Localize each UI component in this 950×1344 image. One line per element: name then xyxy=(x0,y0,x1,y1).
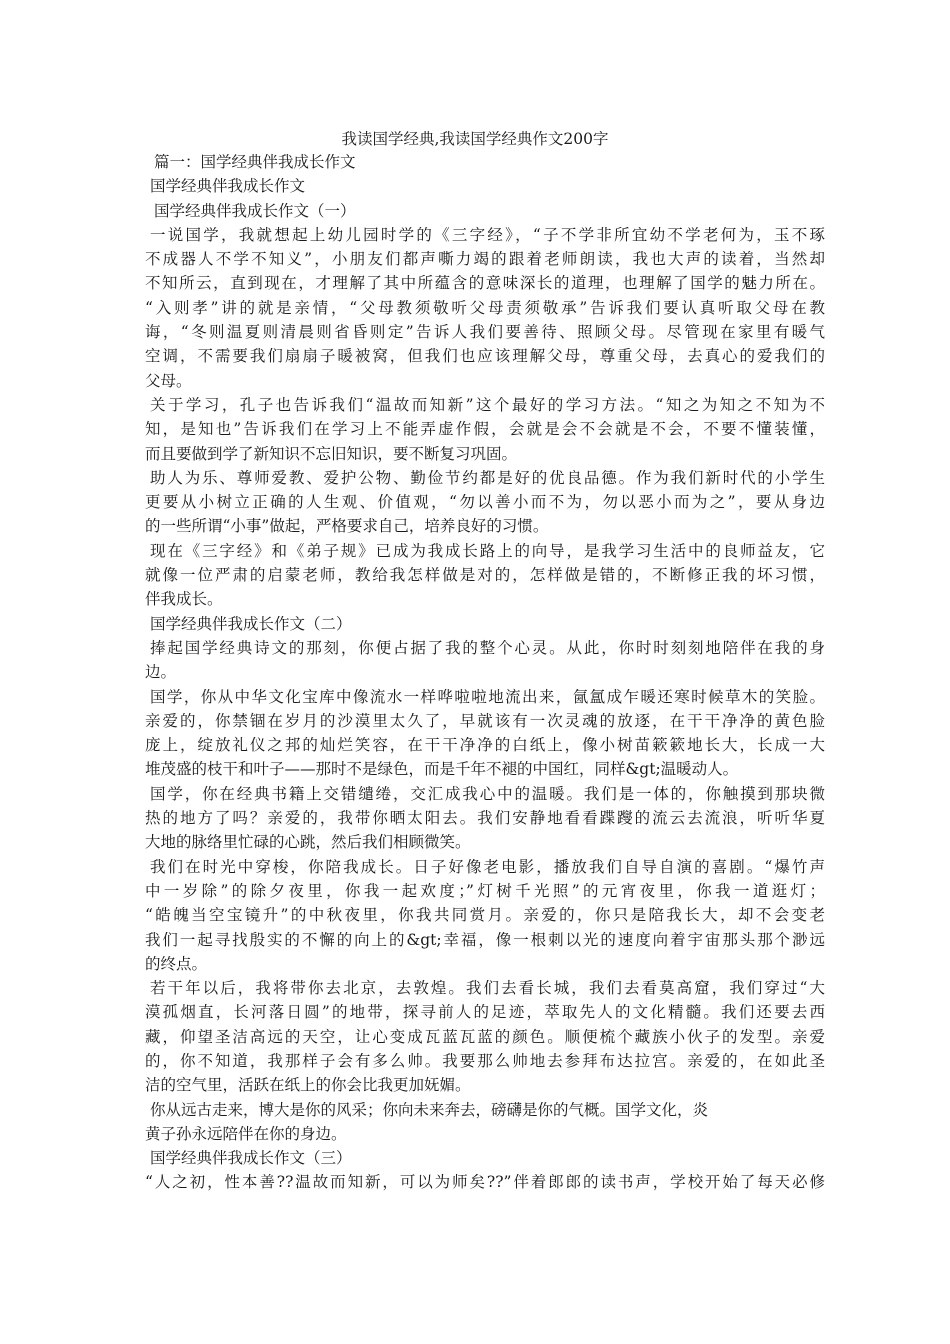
text-line: 更要从小树立正确的人生观、价值观，“勿以善小而不为，勿以恶小而为之”，要从身边 xyxy=(145,493,825,512)
text-line: 现在《三字经》和《弟子规》已成为我成长路上的向导，是我学习生活中的良师益友，它 xyxy=(150,541,825,560)
text-line: 漠孤烟直，长河落日圆”的地带，探寻前人的足迹，萃取先人的文化精髓。我们还要去西 xyxy=(145,1003,825,1022)
text-line: 亲爱的，你禁锢在岁月的沙漠里太久了，早就该有一次灵魂的放逐，在干干净净的黄色脸 xyxy=(145,711,825,730)
text-line: 而且要做到学了新知识不忘旧知识，要不断复习巩固。 xyxy=(145,444,518,463)
text-line: 知，是知也”告诉我们在学习上不能弄虚作假，会就是会不会就是不会，不要不懂装懂， xyxy=(145,420,825,439)
text-line: 庞上，绽放礼仪之邦的灿烂笑容，在干干净净的白纸上，像小树苗簌簌地长大，长成一大 xyxy=(145,736,825,755)
text-line: 的终点。 xyxy=(145,954,208,973)
text-line: 堆茂盛的枝干和叶子——那时不是绿色，而是千年不褪的中国红，同样&gt;温暖动人。 xyxy=(145,760,739,779)
text-line: 国学经典伴我成长作文 xyxy=(150,177,306,196)
text-line: 藏，仰望圣洁高远的天空，让心变成瓦蓝瓦蓝的颜色。顺便梳个藏族小伙子的发型。亲爱 xyxy=(145,1027,825,1046)
text-line: 空调，不需要我们扇扇子暖被窝，但我们也应该理解父母，尊重父母，去真心的爱我们的 xyxy=(145,347,825,366)
text-line: 父母。 xyxy=(145,371,192,390)
text-line: “入则孝”讲的就是亲情，“父母教须敬听父母责须敬承”告诉我们要认真听取父母在教 xyxy=(145,298,825,317)
document-body xyxy=(145,150,825,1195)
text-line: 热的地方了吗？亲爱的，我带你晒太阳去。我们安静地看看蹀躞的流云去流浪，听听华夏 xyxy=(145,809,825,828)
text-line: 你从远古走来，博大是你的风采；你向未来奔去，磅礴是你的气概。国学文化，炎 xyxy=(150,1100,709,1119)
text-line: 国学经典伴我成长作文（三） xyxy=(150,1149,352,1168)
text-line: 的一些所谓“小事”做起，严格要求自己，培养良好的习惯。 xyxy=(145,517,549,536)
text-line: “皓魄当空宝镜升”的中秋夜里，你我共同赏月。亲爱的，你只是陪我长大，却不会变老 xyxy=(145,906,825,925)
text-line: 我们一起寻找殷实的不懈的向上的&gt;幸福，像一根刺以光的速度向着宇宙那头那个渺远 xyxy=(145,930,825,949)
document-title: 我读国学经典,我读国学经典作文200字 xyxy=(341,130,609,148)
text-line: 不成器人不学不知义”，小朋友们都声嘶力竭的跟着老师朗读，我也大声的读着，当然却 xyxy=(145,250,825,269)
text-line: 关于学习，孔子也告诉我们“温故而知新”这个最好的学习方法。“知之为知之不知为不 xyxy=(150,395,825,414)
text-line: 国学经典伴我成长作文（一） xyxy=(154,201,356,220)
text-line: 不知所云，直到现在，才理解了其中所蕴含的意味深长的道理，也理解了国学的魅力所在。 xyxy=(145,274,825,293)
text-line: 国学，你从中华文化宝库中像流水一样哗啦啦地流出来，氤氲成乍暖还寒时候草木的笑脸。 xyxy=(150,687,825,706)
text-line: 伴我成长。 xyxy=(145,590,223,609)
text-line: 助人为乐、尊师爱教、爱护公物、勤俭节约都是好的优良品德。作为我们新时代的小学生 xyxy=(150,468,825,487)
text-line: 大地的脉络里忙碌的心跳，然后我们相顾微笑。 xyxy=(145,833,471,852)
text-line: 黄子孙永远陪伴在你的身边。 xyxy=(145,1124,347,1143)
text-line: “人之初，性本善??温故而知新，可以为师矣??”伴着郎郎的读书声，学校开始了每天必修 xyxy=(145,1173,825,1192)
text-line: 捧起国学经典诗文的那刻，你便占据了我的整个心灵。从此，你时时刻刻地陪伴在我的身 xyxy=(150,638,825,657)
text-line: 中一岁除”的除夕夜里，你我一起欢度；”灯树千光照”的元宵夜里，你我一道逛灯； xyxy=(145,881,825,900)
text-line: 洁的空气里，活跃在纸上的你会比我更加妩媚。 xyxy=(145,1076,471,1095)
text-line: 我们在时光中穿梭，你陪我成长。日子好像老电影，播放我们自导自演的喜剧。“爆竹声 xyxy=(150,857,825,876)
text-line: 一说国学，我就想起上幼儿园时学的《三字经》，“子不学非所宜幼不学老何为，玉不琢 xyxy=(150,225,825,244)
text-line: 若干年以后，我将带你去北京，去敦煌。我们去看长城，我们去看莫高窟，我们穿过“大 xyxy=(150,979,825,998)
text-line: 篇一：国学经典伴我成长作文 xyxy=(154,153,356,171)
text-line: 的，你不知道，我那样子会有多么帅。我要那么帅地去参拜布达拉宫。亲爱的，在如此圣 xyxy=(145,1051,825,1070)
text-line: 国学，你在经典书籍上交错缱绻，交汇成我心中的温暖。我们是一体的，你触摸到那块微 xyxy=(150,784,825,803)
text-line: 就像一位严肃的启蒙老师，教给我怎样做是对的，怎样做是错的，不断修正我的坏习惯， xyxy=(145,566,825,585)
text-line: 边。 xyxy=(145,663,177,682)
text-line: 国学经典伴我成长作文（二） xyxy=(150,614,352,633)
text-line: 诲，“冬则温夏则清晨则省昏则定”告诉人我们要善待、照顾父母。尽管现在家里有暖气 xyxy=(145,323,825,342)
